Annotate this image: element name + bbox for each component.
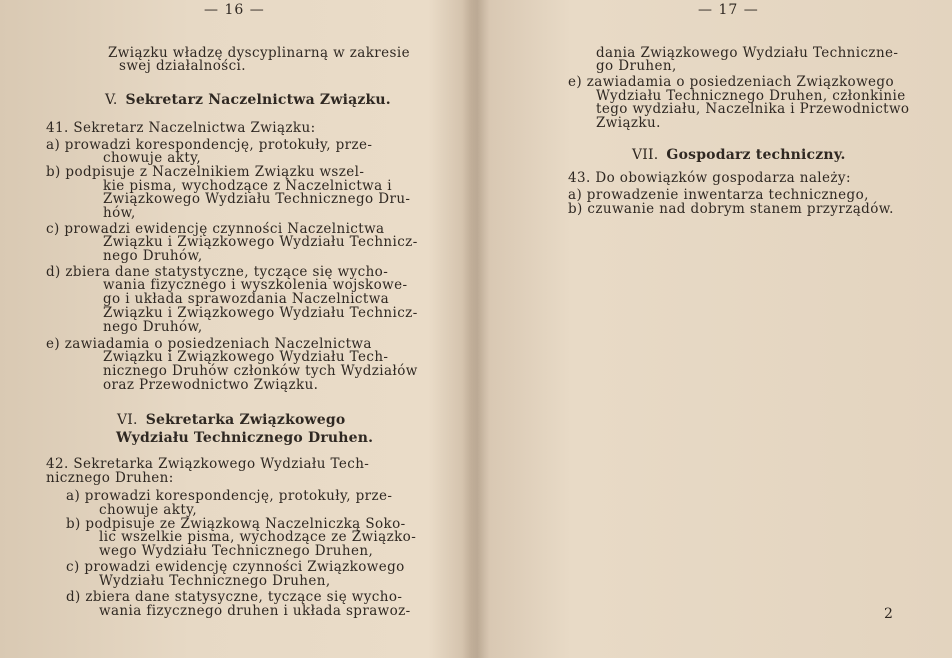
text-line: wego Wydziału Technicznego Druhen, bbox=[99, 543, 374, 559]
text-line: tego wydziału, Naczelnika i Przewodnictwo bbox=[596, 101, 910, 117]
list-item-d: d) zbiera dane statystyczne, tyczące się wycho- bbox=[46, 264, 389, 280]
section-heading-vi-continued bbox=[116, 430, 373, 446]
text-line: nego Druhów, bbox=[103, 248, 203, 264]
text-line: Związku i Związkowego Wydziału Tech- bbox=[103, 349, 389, 365]
text-line: wania fizycznego i wyszkolenia wojskowe- bbox=[103, 277, 408, 293]
text-line: nicznego Druhów członków tych Wydziałów bbox=[103, 363, 418, 379]
text-line: Wydziału Technicznego Druhen, bbox=[99, 573, 331, 589]
list-item-e: e) zawiadamia o posiedzeniach Związkowego bbox=[568, 74, 894, 90]
signature-mark: 2 bbox=[884, 606, 893, 622]
text-line: dania Związkowego Wydziału Techniczne- bbox=[596, 45, 899, 61]
text-line: Wydziału Technicznego Druhen, członkinie bbox=[596, 88, 906, 104]
text-line: wania fizycznego druhen i układa sprawoz- bbox=[99, 603, 411, 619]
text-line: go i układa sprawozdania Naczelnictwa bbox=[103, 291, 390, 307]
paragraph-43: 43. Do obowiązków gospodarza należy: bbox=[568, 170, 851, 186]
text-line: swej działalności. bbox=[119, 58, 246, 74]
text-line: chowuje akty, bbox=[103, 150, 202, 166]
text-line: lic wszelkie pisma, wychodzące ze Związko- bbox=[99, 529, 417, 545]
list-item-d: d) zbiera dane statysyczne, tyczące się wycho- bbox=[66, 589, 403, 605]
text-line: kie pisma, wychodzące z Naczelnictwa i bbox=[103, 178, 392, 194]
text-line: nicznego Druhen: bbox=[46, 470, 174, 486]
paragraph-42: 42. Sekretarka Związkowego Wydziału Tech- bbox=[46, 456, 370, 472]
section-number: VI. bbox=[117, 412, 138, 428]
list-item-c: c) prowadzi ewidencję czynności Naczelnictwa bbox=[46, 221, 385, 237]
section-number: VII. bbox=[632, 147, 659, 163]
list-item-a: a) prowadzi korespondencję, protokuły, prze- bbox=[46, 137, 373, 153]
text-line: Związku i Związkowego Wydziału Technicz- bbox=[103, 234, 418, 250]
section-title: Wydziału Technicznego Druhen. bbox=[116, 430, 374, 446]
paragraph-41: 41. Sekretarz Naczelnictwa Związku: bbox=[46, 120, 316, 136]
section-heading-v bbox=[105, 92, 391, 108]
right-page bbox=[476, 0, 952, 658]
list-item-a: a) prowadzi korespondencję, protokuły, prze- bbox=[66, 488, 393, 504]
text-line: Związkowego Wydziału Technicznego Dru- bbox=[103, 191, 411, 207]
list-item-b: b) podpisuje ze Związkową Naczelniczką Soko- bbox=[66, 516, 406, 532]
text-line: Związku i Związkowego Wydziału Technicz- bbox=[103, 305, 418, 321]
list-item-b: b) czuwanie nad dobrym stanem przyrządów. bbox=[568, 201, 894, 217]
left-page-number: — 16 — bbox=[204, 2, 265, 18]
section-title: Sekretarka Związkowego bbox=[145, 412, 346, 428]
text-line: hów, bbox=[103, 205, 136, 221]
text-line: nego Druhów, bbox=[103, 319, 203, 335]
list-item-c: c) prowadzi ewidencję czynności Związkowego bbox=[66, 559, 405, 575]
section-number: V. bbox=[105, 92, 118, 108]
section-heading-vi bbox=[117, 412, 345, 428]
section-heading-vii bbox=[632, 147, 846, 163]
text-line: oraz Przewodnictwo Związku. bbox=[103, 377, 319, 393]
list-item-a: a) prowadzenie inwentarza technicznego, bbox=[568, 187, 869, 203]
section-title: Gospodarz techniczny. bbox=[666, 147, 846, 163]
text-line: Związku władzę dyscyplinarną w zakresie bbox=[108, 45, 410, 61]
text-line: chowuje akty, bbox=[99, 502, 198, 518]
list-item-e: e) zawiadamia o posiedzeniach Naczelnictwa bbox=[46, 336, 372, 352]
list-item-b: b) podpisuje z Naczelnikiem Związku wszel- bbox=[46, 164, 365, 180]
right-page-number: — 17 — bbox=[698, 2, 759, 18]
section-title: Sekretarz Naczelnictwa Związku. bbox=[125, 92, 391, 108]
text-line: go Druhen, bbox=[596, 58, 677, 74]
text-line: Związku. bbox=[596, 115, 661, 131]
